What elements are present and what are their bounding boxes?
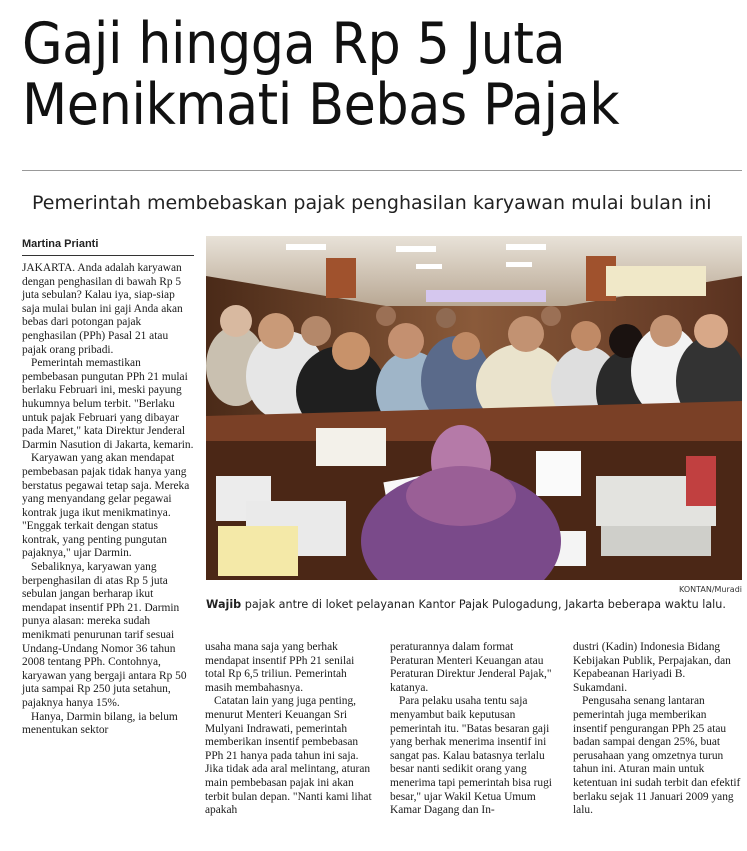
photo-credit: KONTAN/Muradi <box>679 585 742 594</box>
caption-lead: Wajib <box>206 598 242 611</box>
headline <box>22 11 680 138</box>
paragraph: Para pelaku usaha tentu saja menyambut baik keputusan pemerintah itu. "Batas besaran gaji yang berhak menerima insentif ini sangat pas. Kalau batasnya terlalu besar nanti sedikit orang yang menerima tapi pemerintah bisa rugi besar," ujar Wakil Ketua Umum Kamar Dagang dan In- <box>390 695 552 817</box>
article-column-3 <box>390 641 558 818</box>
headline-line-1: Gaji hingga Rp 5 Juta <box>22 11 566 77</box>
article-column-1 <box>22 262 194 738</box>
paragraph: Pemerintah memastikan pembebasan pungutan PPh 21 mulai berlaku Februari ini, meski payung hukumnya belum terbit. "Berlaku untuk pajak Februari yang dibayar pada Maret," kata Direktur Jenderal Darmin Nasution di Jakarta, kemarin. <box>22 357 194 451</box>
article-column-2 <box>205 641 375 818</box>
paragraph: dustri (Kadin) Indonesia Bidang Kebijakan Publik, Perpajakan, dan Kepabeanan Hariyadi B. Sukamdani. <box>573 641 731 694</box>
photo-caption <box>206 598 746 611</box>
author-byline: Martina Prianti <box>22 238 99 250</box>
byline-divider <box>22 255 194 256</box>
paragraph: JAKARTA. Anda adalah karyawan dengan penghasilan di bawah Rp 5 juta sebulan? Kalau iya, siap-siap saja mulai bulan ini gaji Anda akan bebas dari potongan pajak penghasilan (PPh) Pasal 21 atau pajak orang pribadi. <box>22 262 183 356</box>
paragraph: Hanya, Darmin bilang, ia belum menentukan sektor <box>22 710 178 737</box>
paragraph: Sebaliknya, karyawan yang berpenghasilan di atas Rp 5 juta sebulan jangan berharap ikut mendapat insentif PPh 21. Darmin punya alasan: mereka sudah menikmati penurunan tarif sesuai Undang-Undang Nomor 36 tahun 2008 tentang PPh. Contohnya, karyawan yang bergaji antara Rp 50 juta sampai Rp 250 juta setahun, pajaknya hanya 15%. <box>22 561 187 709</box>
news-photo <box>206 236 742 580</box>
caption-text: pajak antre di loket pelayanan Kantor Pajak Pulogadung, Jakarta beberapa waktu lalu. <box>241 598 726 611</box>
paragraph: peraturannya dalam format Peraturan Menteri Keuangan atau Peraturan Direktur Jenderal Pajak," katanya. <box>390 641 552 694</box>
subtitle: Pemerintah membebaskan pajak penghasilan karyawan mulai bulan ini <box>32 192 712 214</box>
headline-divider <box>22 170 742 171</box>
headline-line-2: Menikmati Bebas Pajak <box>22 72 620 138</box>
article-column-4 <box>573 641 741 818</box>
paragraph: Catatan lain yang juga penting, menurut Menteri Keuangan Sri Mulyani Indrawati, pemerintah memberikan insentif pembebasan PPh 21 hanya pada tahun ini saja. Jika tidak ada aral melintang, aturan main pembebasan pajak ini akan terbit bulan depan. "Nanti kami lihat apakah <box>205 695 372 817</box>
paragraph: usaha mana saja yang berhak mendapat insentif PPh 21 senilai total Rp 6,5 triliun. Pemerintah masih membahasnya. <box>205 641 355 694</box>
paragraph: Karyawan yang akan mendapat pembebasan pajak tidak hanya yang berstatus pegawai tetap saja. Mereka yang menyandang gelar pegawai kontrak juga ikut menikmatinya. "Enggak terkait dengan status kontrak, yang penting pungutan pajaknya," ujar Darmin. <box>22 452 190 560</box>
paragraph: Pengusaha senang lantaran pemerintah juga memberikan insentif pengurangan PPh 25 atau badan sampai dengan 25%, buat perusahaan yang omzetnya turun tahun ini. Aturan main untuk ketentuan ini sudah terbit dan efektif berlaku sejak 11 Januari 2009 yang lalu. <box>573 695 741 817</box>
